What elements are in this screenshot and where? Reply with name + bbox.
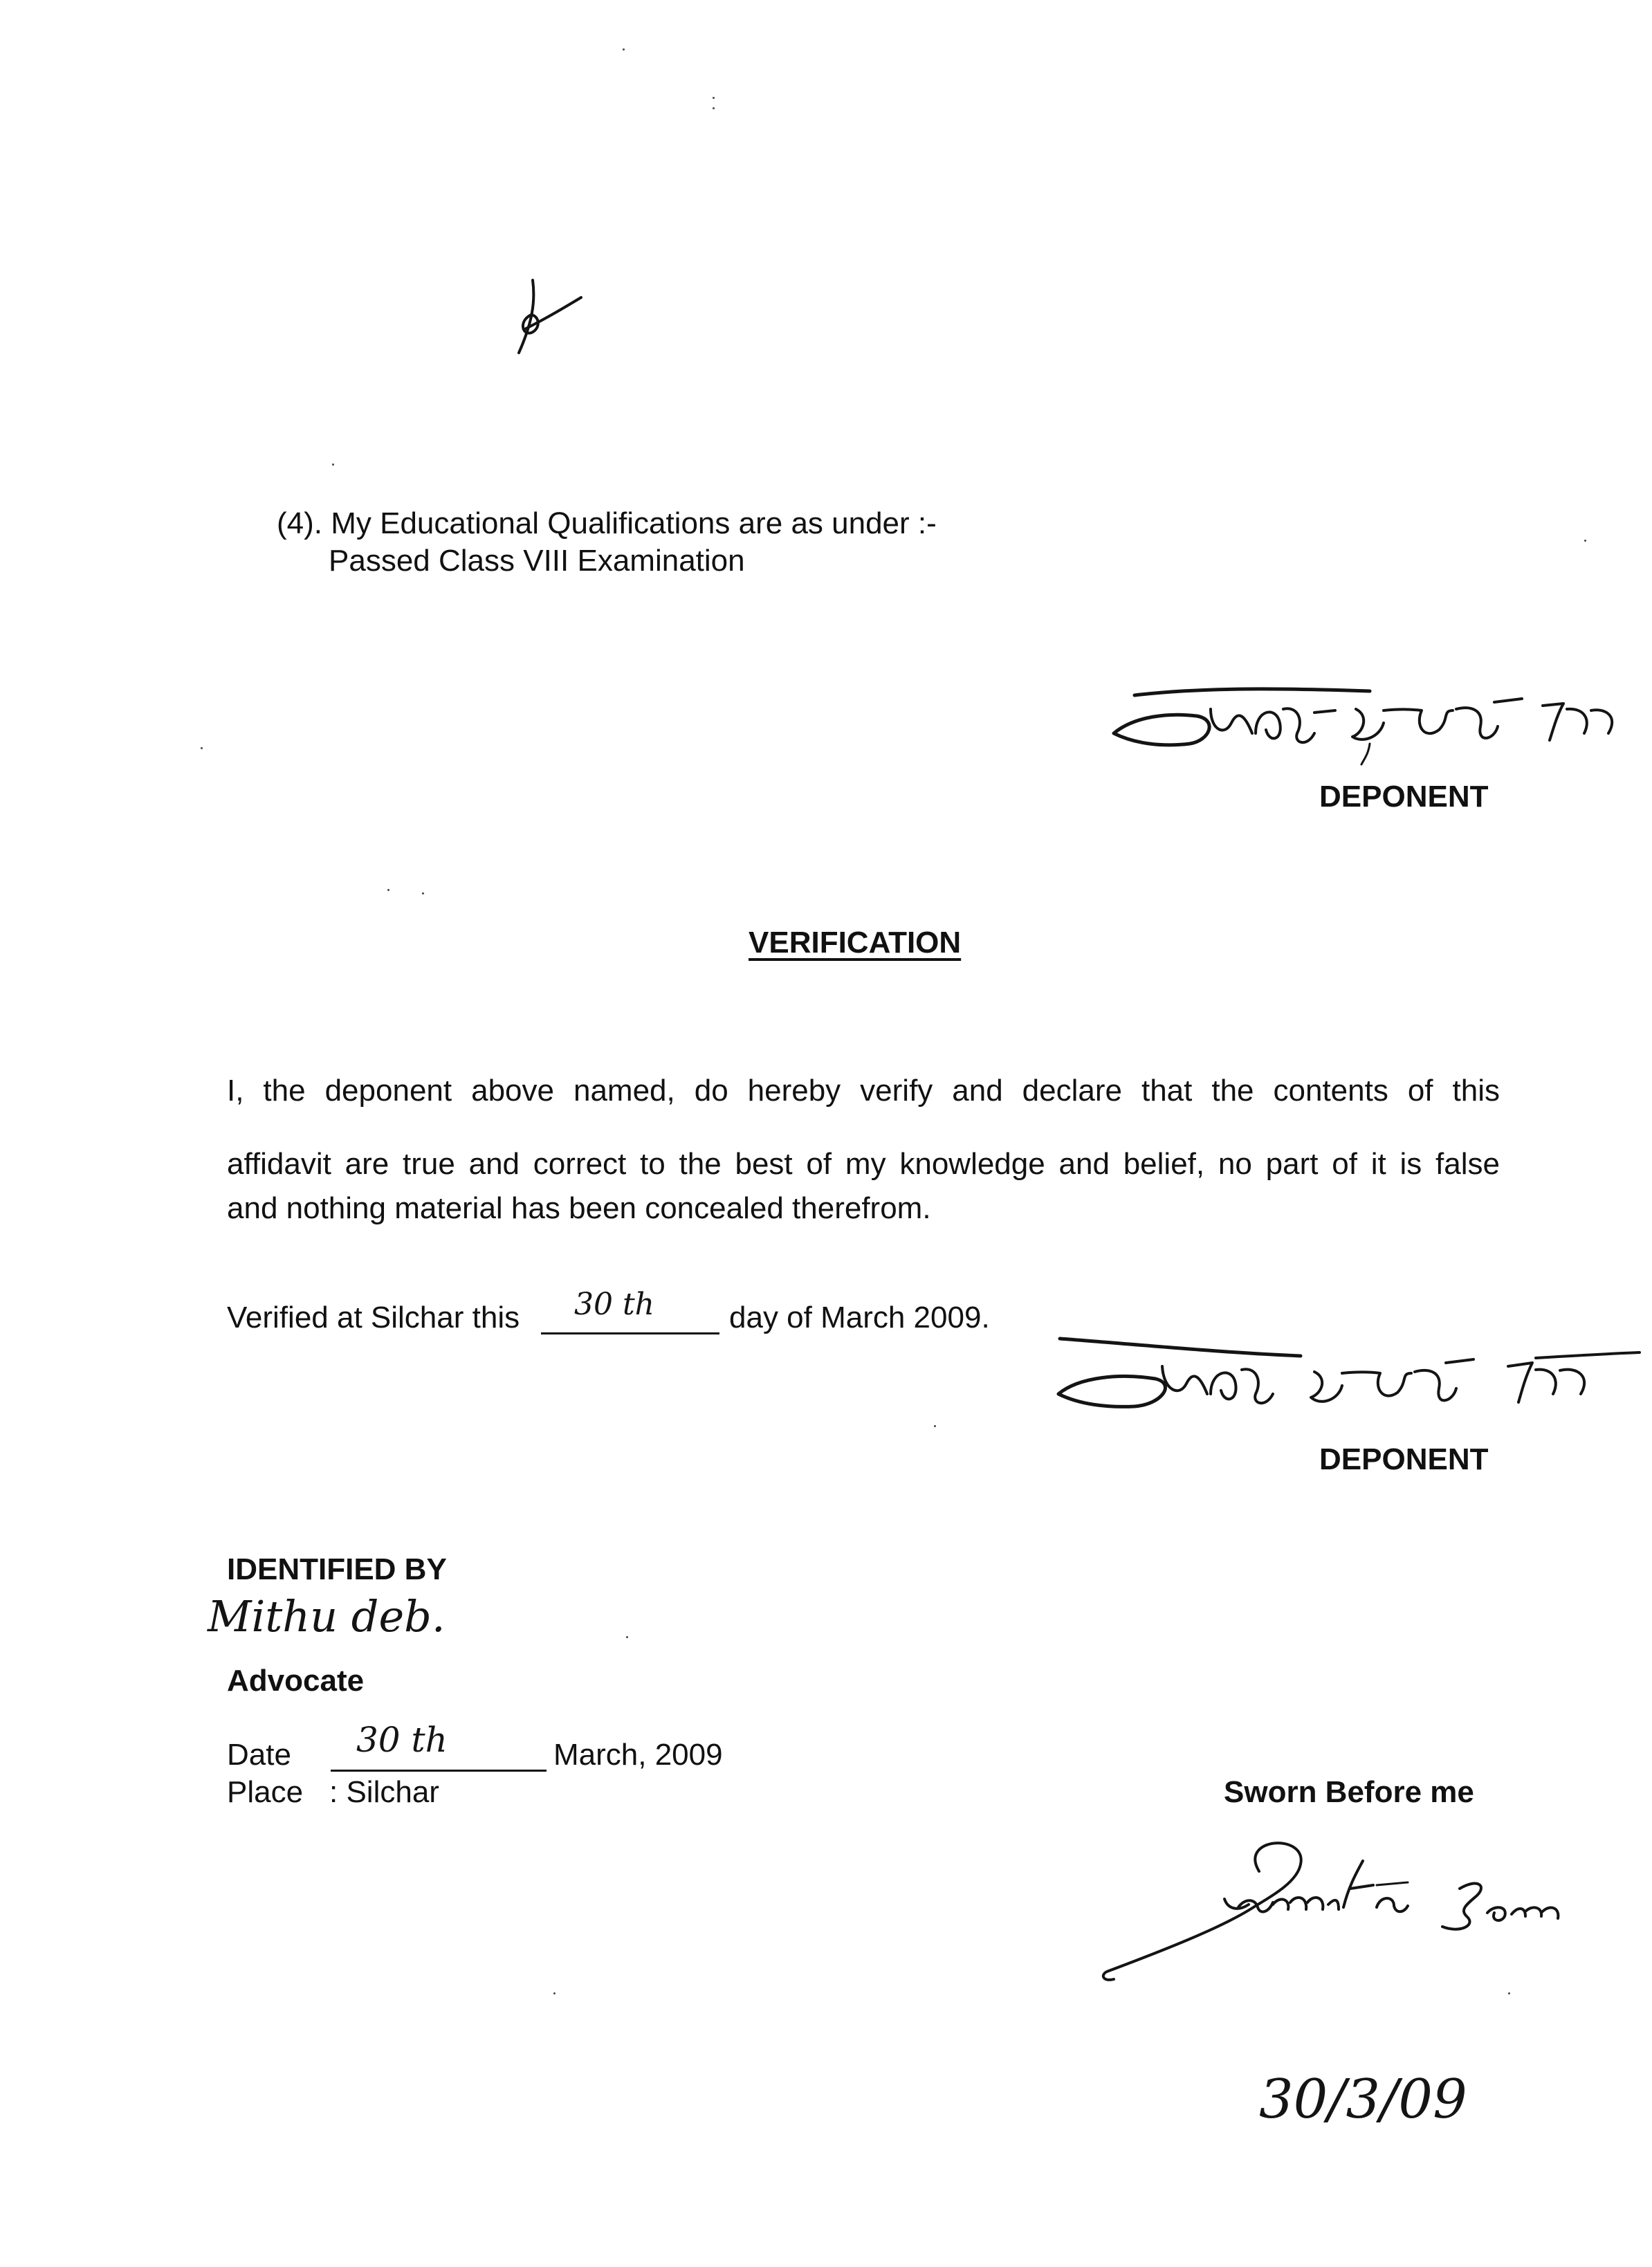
verified-prefix: Verified at Silchar this <box>227 1301 520 1334</box>
date-blank <box>331 1770 547 1772</box>
verification-line-1: I, the deponent above named, do hereby verify and declare that the contents of this <box>227 1074 1500 1108</box>
verified-suffix: day of March 2009. <box>729 1301 990 1334</box>
verification-line-3: and nothing material has been concealed therefrom. <box>227 1191 931 1225</box>
qualifications-detail: Passed Class VIII Examination <box>329 544 745 578</box>
verification-line-2: affidavit are true and correct to the best of my knowledge and belief, no part of it is false <box>227 1147 1500 1181</box>
notary-signature <box>1100 1830 1570 1982</box>
deponent-signature-1 <box>1107 668 1633 764</box>
sworn-label: Sworn Before me <box>1224 1775 1474 1809</box>
scan-speck <box>934 1425 936 1427</box>
deponent-signature-2 <box>1052 1325 1646 1429</box>
scan-speck <box>713 107 715 109</box>
date-label: Date <box>227 1738 291 1772</box>
verification-title: VERIFICATION <box>749 926 962 960</box>
place-label: Place <box>227 1775 304 1809</box>
scan-speck <box>553 1992 556 1994</box>
initial-mark <box>505 266 588 363</box>
identified-heading: IDENTIFIED BY <box>227 1552 447 1586</box>
sworn-handwritten-date: 30/3/09 <box>1259 2068 1467 2131</box>
scan-speck <box>201 747 203 749</box>
scan-speck <box>623 48 625 51</box>
place-value: : Silchar <box>329 1775 439 1809</box>
deponent-label-2: DEPONENT <box>1319 1442 1489 1476</box>
date-handwritten: 30 th <box>356 1720 448 1760</box>
date-suffix: March, 2009 <box>553 1738 723 1772</box>
qualifications-heading: (4). My Educational Qualifications are as under :- <box>277 506 937 540</box>
scan-speck <box>1584 540 1586 542</box>
verified-day-handwritten: 30 th <box>574 1287 654 1322</box>
scan-speck <box>387 889 389 891</box>
scan-speck <box>332 464 334 466</box>
deponent-label-1: DEPONENT <box>1319 780 1489 814</box>
scan-speck <box>422 892 424 894</box>
advocate-label: Advocate <box>227 1664 365 1698</box>
scan-speck <box>1508 1992 1510 1994</box>
verified-day-blank <box>541 1332 719 1334</box>
scan-speck <box>713 97 715 99</box>
scan-speck <box>626 1636 628 1638</box>
advocate-signature: Mithu deb. <box>208 1591 446 1642</box>
